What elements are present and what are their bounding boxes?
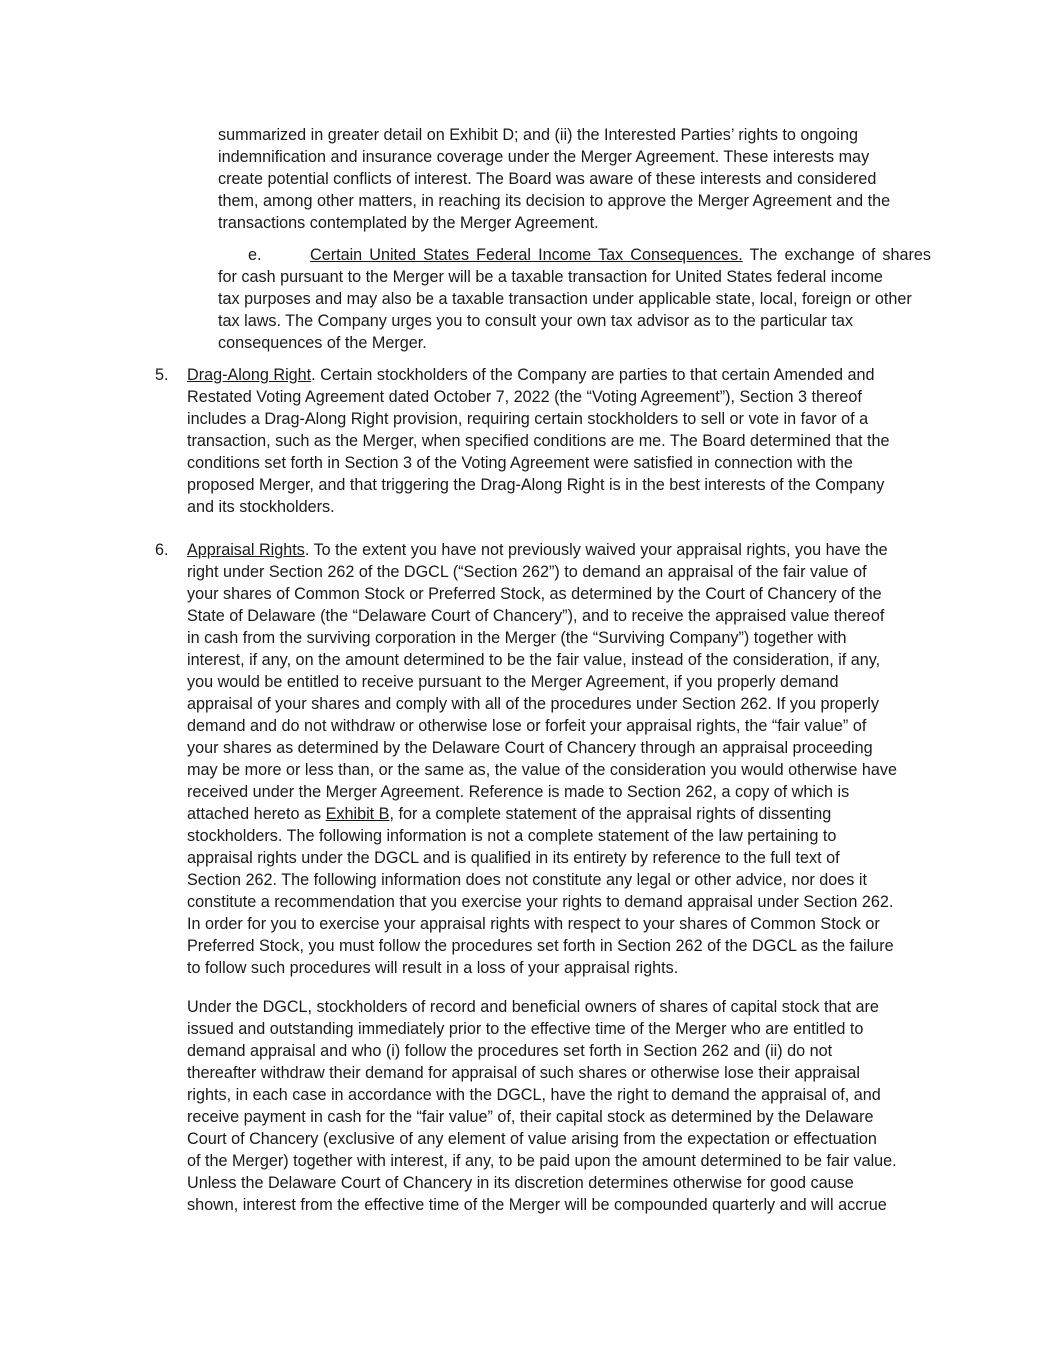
paragraph-line: tax laws. The Company urges you to consult your own tax advisor as to the particular tax (218, 312, 853, 330)
subsection-e-heading: Certain United States Federal Income Tax Consequences. (310, 246, 743, 264)
paragraph-line: may be more or less than, or the same as, the value of the consideration you would otherwise have (187, 761, 897, 779)
paragraph-line: your shares as determined by the Delaware Court of Chancery through an appraisal proceeding (187, 739, 873, 757)
paragraph-line: tax purposes and may also be a taxable transaction under applicable state, local, foreign or other (218, 290, 912, 308)
paragraph-line: State of Delaware (the “Delaware Court of Chancery”), and to receive the appraised value thereof (187, 607, 885, 625)
paragraph-line: consequences of the Merger. (218, 334, 427, 352)
paragraph-line: in cash from the surviving corporation in the Merger (the “Surviving Company”) together with (187, 629, 847, 647)
paragraph-line: your shares of Common Stock or Preferred Stock, as determined by the Court of Chancery of the (187, 585, 882, 603)
paragraph-line: includes a Drag-Along Right provision, requiring certain stockholders to sell or vote in favor of a (187, 410, 869, 428)
paragraph-line: thereafter withdraw their demand for appraisal of such shares or otherwise lose their appraisal (187, 1064, 861, 1082)
paragraph-line: issued and outstanding immediately prior to the effective time of the Merger who are entitled to (187, 1020, 864, 1038)
paragraph-line: right under Section 262 of the DGCL (“Section 262”) to demand an appraisal of the fair value of (187, 563, 867, 581)
paragraph-line: for cash pursuant to the Merger will be a taxable transaction for United States federal income (218, 268, 883, 286)
paragraph-line: stockholders. The following information is not a complete statement of the law pertaining to (187, 827, 837, 845)
paragraph-line: Under the DGCL, stockholders of record and beneficial owners of shares of capital stock that are (187, 998, 879, 1016)
subsection-marker: e. (248, 246, 262, 264)
paragraph-line: Preferred Stock, you must follow the procedures set forth in Section 262 of the DGCL as the failure (187, 937, 894, 955)
section6-first-line-rest: . To the extent you have not previously waived your appraisal rights, you have the (304, 541, 888, 559)
exhibit-line-before: attached hereto as (187, 805, 326, 823)
paragraph-line: and its stockholders. (187, 498, 335, 516)
paragraph-line: Section 262. The following information does not constitute any legal or other advice, nor does it (187, 871, 867, 889)
paragraph-line: demand and do not withdraw or otherwise lose or forfeit your appraisal rights, the “fair value” of (187, 717, 867, 735)
paragraph-line: them, among other matters, in reaching its decision to approve the Merger Agreement and the (218, 192, 891, 210)
paragraph-line: appraisal rights under the DGCL and is qualified in its entirety by reference to the full text of (187, 849, 840, 867)
exhibit-reference-line (187, 803, 931, 825)
paragraph-line: create potential conflicts of interest. The Board was aware of these interests and considered (218, 170, 877, 188)
paragraph-line: proposed Merger, and that triggering the Drag-Along Right is in the best interests of the Company (187, 476, 885, 494)
paragraph-line: receive payment in cash for the “fair value” of, their capital stock as determined by the Delaware (187, 1108, 874, 1126)
subsection-e-first-line-rest: The exchange of shares (742, 246, 931, 264)
section-number: 6. (155, 541, 169, 559)
paragraph-line: interest, if any, on the amount determined to be the fair value, instead of the consideration, if any, (187, 651, 881, 669)
paragraph-line: Restated Voting Agreement dated October 7, 2022 (the “Voting Agreement”), Section 3 thereof (187, 388, 862, 406)
paragraph-line: indemnification and insurance coverage under the Merger Agreement. These interests may (218, 148, 870, 166)
paragraph-line: In order for you to exercise your appraisal rights with respect to your shares of Common Stock or (187, 915, 880, 933)
paragraph-line: appraisal of your shares and comply with all of the procedures under Section 262. If you properly (187, 695, 879, 713)
paragraph-line: you would be entitled to receive pursuant to the Merger Agreement, if you properly demand (187, 673, 839, 691)
paragraph-line: rights, in each case in accordance with the DGCL, have the right to demand the appraisal of, and (187, 1086, 881, 1104)
section5-first-line-rest: . Certain stockholders of the Company are parties to that certain Amended and (311, 366, 875, 384)
paragraph-line: summarized in greater detail on Exhibit D; and (ii) the Interested Parties’ rights to ongoing (218, 126, 859, 144)
paragraph-line: Court of Chancery (exclusive of any element of value arising from the expectation or effectuation (187, 1130, 877, 1148)
section6-first-line (187, 539, 931, 561)
paragraph-line: transactions contemplated by the Merger Agreement. (218, 214, 599, 232)
section6-heading: Appraisal Rights (187, 541, 305, 559)
section5-heading: Drag-Along Right (187, 366, 312, 384)
paragraph-line: of the Merger) together with interest, if any, to be paid upon the amount determined to be fair value. (187, 1152, 897, 1170)
paragraph-line: conditions set forth in Section 3 of the Voting Agreement were satisfied in connection with the (187, 454, 853, 472)
exhibit-b-link[interactable]: Exhibit B (325, 805, 390, 823)
paragraph-line: constitute a recommendation that you exercise your rights to demand appraisal under Section 262. (187, 893, 894, 911)
paragraph-line: to follow such procedures will result in a loss of your appraisal rights. (187, 959, 679, 977)
exhibit-line-after: , for a complete statement of the appraisal rights of dissenting (389, 805, 832, 823)
paragraph-line: shown, interest from the effective time of the Merger will be compounded quarterly and will accrue (187, 1196, 887, 1214)
paragraph-line: received under the Merger Agreement. Reference is made to Section 262, a copy of which is (187, 783, 850, 801)
section5-first-line (187, 364, 931, 386)
paragraph-line: Unless the Delaware Court of Chancery in its discretion determines otherwise for good cause (187, 1174, 854, 1192)
section-number: 5. (155, 366, 169, 384)
paragraph-line: demand appraisal and who (i) follow the procedures set forth in Section 262 and (ii) do not (187, 1042, 833, 1060)
paragraph-line: transaction, such as the Merger, when specified conditions are me. The Board determined that the (187, 432, 890, 450)
subsection-e-first-line (310, 244, 931, 266)
